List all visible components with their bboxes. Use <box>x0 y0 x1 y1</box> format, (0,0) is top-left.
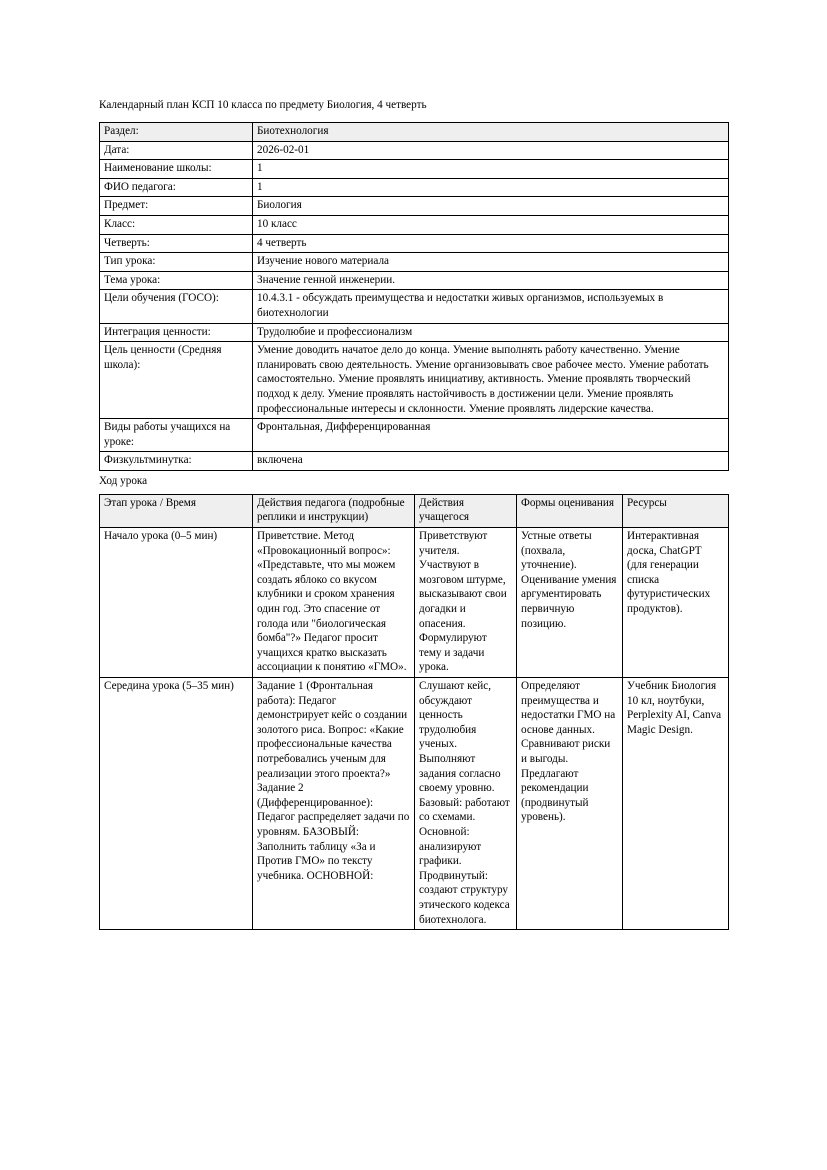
page-bottom-margin <box>0 1064 827 1170</box>
column-header-teacher-actions: Действия педагога (подробные реплики и инструкции) <box>253 494 415 527</box>
info-label-value-integration: Интеграция ценности: <box>100 323 253 342</box>
info-label-physical-break: Физкультминутка: <box>100 452 253 471</box>
lesson-info-table-body <box>100 123 729 471</box>
cell-resources-middle: Учебник Биология 10 кл, ноутбуки, Perplexity AI, Canva Magic Design. <box>623 678 729 930</box>
info-label-objectives: Цели обучения (ГОСО): <box>100 290 253 323</box>
cell-student-start: Приветствуют учителя. Участвуют в мозговом штурме, высказывают свои догадки и опасения. Формулируют тему и задачи урока. <box>415 528 517 678</box>
info-value-objectives: 10.4.3.1 - обсуждать преимущества и недостатки живых организмов, используемых в биотехнологии <box>253 290 729 323</box>
cell-stage-middle: Середина урока (5–35 мин) <box>100 678 253 930</box>
table-row <box>100 178 729 197</box>
lesson-flow-heading: Ход урока <box>99 474 148 487</box>
cell-teacher-middle: Задание 1 (Фронтальная работа): Педагог демонстрирует кейс о создании золотого риса. Вопрос: «Какие профессиональные качества потребовались ученым для реализации этого проекта?» Задание 2 (Дифференцированное): Педагог распределяет задачи по уровням. БАЗОВЫЙ: Заполнить таблицу «За и Против ГМО» по тексту учебника. ОСНОВНОЙ: <box>253 678 415 930</box>
table-row <box>100 678 729 930</box>
column-header-student-actions: Действия учащегося <box>415 494 517 527</box>
cell-assessment-middle: Определяют преимущества и недостатки ГМО на основе данных. Сравнивают риски и выгоды. Предлагают рекомендации (продвинутый уровень). <box>517 678 623 930</box>
info-label-data: Дата: <box>100 141 253 160</box>
info-label-razdel: Раздел: <box>100 123 253 142</box>
info-value-teacher: 1 <box>253 178 729 197</box>
info-label-school: Наименование школы: <box>100 160 253 179</box>
table-row <box>100 253 729 272</box>
cell-resources-start: Интерактивная доска, ChatGPT (для генерации списка футуристических продуктов). <box>623 528 729 678</box>
info-value-work-types: Фронтальная, Дифференцированная <box>253 419 729 452</box>
table-row <box>100 215 729 234</box>
column-header-assessment-forms: Формы оценивания <box>517 494 623 527</box>
info-label-value-goal: Цель ценности (Средняя школа): <box>100 342 253 419</box>
table-row <box>100 419 729 452</box>
info-label-teacher: ФИО педагога: <box>100 178 253 197</box>
info-value-data: 2026-02-01 <box>253 141 729 160</box>
table-row <box>100 271 729 290</box>
table-header-row <box>100 494 729 527</box>
cell-assessment-start: Устные ответы (похвала, уточнение). Оценивание умения аргументировать первичную позицию. <box>517 528 623 678</box>
lesson-info-table <box>99 122 729 471</box>
info-value-topic: Значение генной инженерии. <box>253 271 729 290</box>
table-row <box>100 452 729 471</box>
info-label-class: Класс: <box>100 215 253 234</box>
page-title: Календарный план КСП 10 класса по предмету Биология, 4 четверть <box>99 99 427 111</box>
info-value-quarter: 4 четверть <box>253 234 729 253</box>
cell-student-middle: Слушают кейс, обсуждают ценность трудолюбия ученых. Выполняют задания согласно своему уровню. Базовый: работают со схемами. Основной: анализируют графики. Продвинутый: создают структуру этического кодекса биотехнолога. <box>415 678 517 930</box>
info-label-lesson-type: Тип урока: <box>100 253 253 272</box>
cell-stage-start: Начало урока (0–5 мин) <box>100 528 253 678</box>
info-label-topic: Тема урока: <box>100 271 253 290</box>
info-value-razdel: Биотехнология <box>253 123 729 142</box>
table-row <box>100 528 729 678</box>
table-row <box>100 160 729 179</box>
info-value-school: 1 <box>253 160 729 179</box>
lesson-flow-table-head <box>100 494 729 527</box>
table-row <box>100 123 729 142</box>
info-value-physical-break: включена <box>253 452 729 471</box>
info-value-class: 10 класс <box>253 215 729 234</box>
cell-teacher-start: Приветствие. Метод «Провокационный вопрос»: «Представьте, что мы можем создать яблоко со вкусом клубники и сроком хранения один год. Это спасение от голода или "биологическая бомба"?» Педагог просит учащихся кратко высказать ассоциации к понятию «ГМО». <box>253 528 415 678</box>
table-row <box>100 197 729 216</box>
document-content <box>99 98 728 930</box>
info-label-subject: Предмет: <box>100 197 253 216</box>
table-row <box>100 141 729 160</box>
lesson-flow-table <box>99 494 729 930</box>
column-header-stage: Этап урока / Время <box>100 494 253 527</box>
info-label-work-types: Виды работы учащихся на уроке: <box>100 419 253 452</box>
info-value-value-integration: Трудолюбие и профессионализм <box>253 323 729 342</box>
table-row <box>100 323 729 342</box>
lesson-flow-table-body <box>100 528 729 930</box>
table-row <box>100 342 729 419</box>
info-value-value-goal: Умение доводить начатое дело до конца. Умение выполнять работу качественно. Умение планировать свою деятельность. Умение организовывать свое рабочее место. Умение работать самостоятельно. Умение проявлять инициативу, активность. Умение проявлять творческий подход к делу. Умение проявлять настойчивость в достижении цели. Умение проявлять профессиональные интересы и склонности. Умение проявлять лидерские качества. <box>253 342 729 419</box>
info-value-subject: Биология <box>253 197 729 216</box>
table-row <box>100 234 729 253</box>
column-header-resources: Ресурсы <box>623 494 729 527</box>
table-row <box>100 290 729 323</box>
info-value-lesson-type: Изучение нового материала <box>253 253 729 272</box>
info-label-quarter: Четверть: <box>100 234 253 253</box>
